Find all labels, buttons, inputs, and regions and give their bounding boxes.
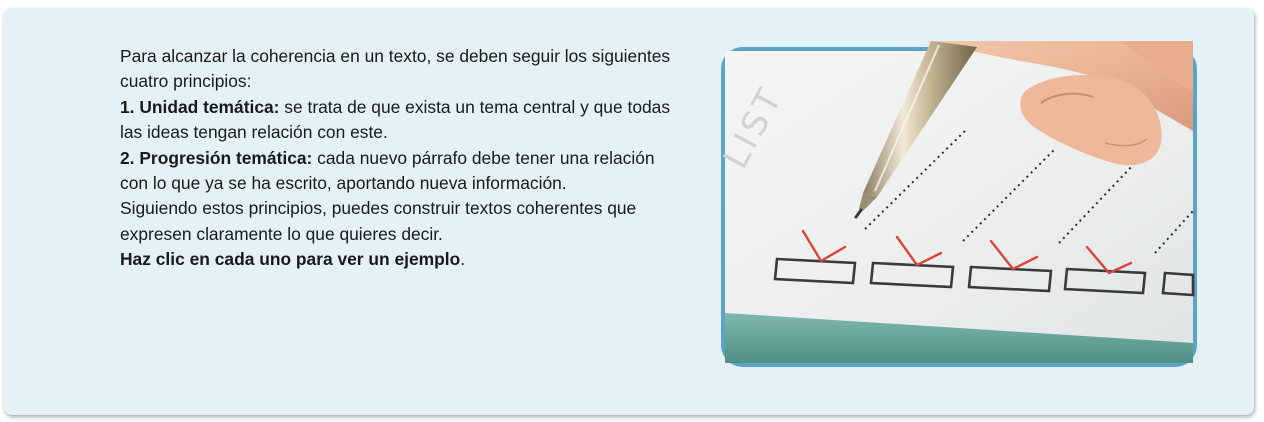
faded-heading: LIST — [715, 79, 792, 176]
checklist-photo — [715, 47, 1197, 367]
call-to-action — [120, 247, 680, 272]
principle-2 — [120, 146, 680, 197]
checklist-pen-illustration — [715, 51, 1193, 363]
call-to-action-period: . — [460, 249, 466, 270]
principle-2-text: cada nuevo párrafo debe tener una relación con lo que ya se ha escrito, aportando nueva información. — [120, 147, 655, 194]
content-card — [4, 8, 1254, 415]
conclusion-paragraph: Siguiendo estos principios, puedes construir textos coherentes que expresen claramente lo que quieres decir. — [120, 198, 637, 244]
principle-1-text: se trata de que exista un tema central y que todas las ideas tengan relación con este. — [120, 96, 671, 143]
intro-paragraph: Para alcanzar la coherencia en un texto, se deben seguir los siguientes cuatro principios: — [120, 46, 671, 92]
text-block — [120, 44, 680, 273]
principle-1-title: 1. Unidad temática: — [120, 96, 280, 117]
principle-2-title: 2. Progresión temática: — [120, 147, 313, 168]
call-to-action-text: Haz clic en cada uno para ver un ejemplo — [120, 249, 461, 270]
principle-1 — [120, 95, 680, 146]
